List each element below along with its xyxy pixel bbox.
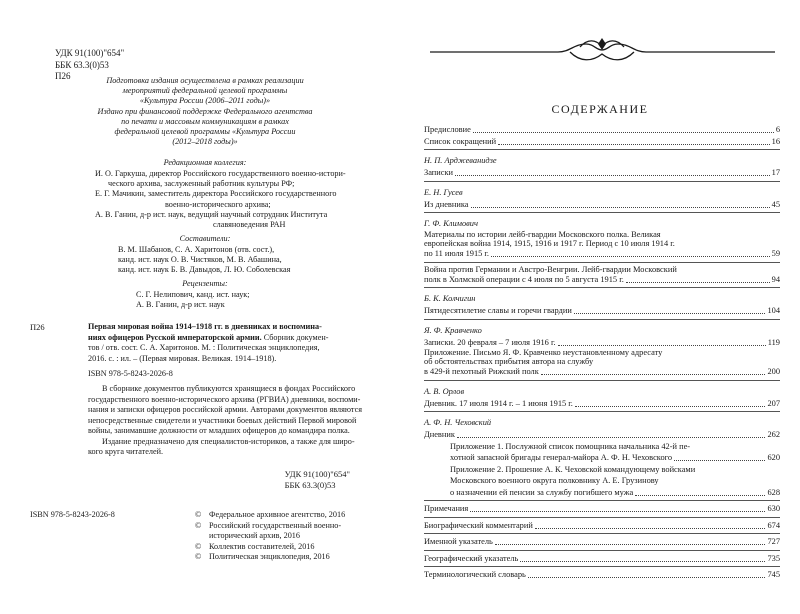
toc-leader-dots	[455, 175, 770, 176]
bib-line: тов / отв. сост. С. А. Харитонов. М. : Политическая энциклопедия,	[88, 343, 320, 352]
toc-author: А. В. Орлов	[424, 386, 465, 396]
board-line: И. О. Гаркуша, директор Российского государственного военно-истори-	[95, 169, 346, 178]
toc-entry	[424, 536, 780, 548]
toc-divider	[424, 500, 780, 501]
toc-entry	[424, 230, 780, 260]
toc-entry-lastline	[424, 248, 780, 260]
toc-entry	[424, 305, 780, 317]
toc-entry-title: Записки	[424, 168, 454, 177]
author-mark: П26	[55, 71, 71, 81]
compilers	[118, 245, 290, 276]
toc-entry-lastline	[424, 337, 780, 349]
toc-page-number: 119	[767, 337, 780, 347]
copyright-symbol: ©	[195, 520, 202, 530]
toc-leader-dots	[498, 144, 770, 145]
toc-entry-line: об обстоятельствах прибытия автора на службу	[424, 357, 594, 366]
book-title-line: Первая мировая война 1914–1918 гг. в дневниках и воспомина-	[88, 322, 322, 331]
toc-entry-lastline	[450, 487, 780, 499]
toc-leader-dots	[574, 313, 766, 314]
book-author-mark: П26	[30, 322, 45, 332]
board-line: военно-исторического архива;	[165, 199, 271, 209]
toc-entry	[424, 337, 780, 349]
toc-entry-title: Предисловие	[424, 125, 471, 134]
toc-divider	[424, 517, 780, 518]
toc-entry-line: Приложение. Письмо Я. Ф. Кравченко неустановленному адресату	[424, 348, 663, 357]
abstract-line: государственного военно-исторического архива (РГВИА) дневники, воспоми-	[88, 394, 361, 404]
toc-author: А. Ф. Н. Чеховский	[424, 418, 492, 427]
support-line: Издано при финансовой поддержке Федерального агентства	[97, 106, 313, 116]
toc-entry-title: Из дневника	[424, 199, 469, 209]
toc-entry-title: полк в Холмской операции с 4 июля по 5 августа 1915 г.	[424, 274, 624, 284]
toc-entry-title: Список сокращений	[424, 136, 497, 146]
toc-entry-title: по 11 июля 1915 г.	[424, 249, 490, 258]
toc-entry	[424, 503, 780, 515]
toc-entry-line: Приложение 2. Прошение А. К. Чеховской командующему войсками	[450, 464, 696, 474]
toc-divider	[424, 262, 780, 263]
toc-entry-line: Материалы по истории лейб-гвардии Московского полка. Великая	[424, 230, 661, 239]
board-line: А. В. Ганин, д-р ист. наук, ведущий научный сотрудник Института	[95, 209, 328, 219]
toc-author: Г. Ф. Климович	[424, 219, 478, 228]
toc-page-number: 16	[771, 136, 780, 146]
toc-leader-dots	[626, 282, 770, 283]
toc-entry-line: Приложение 1. Послужной список помощника начальника 42-й пе-	[450, 441, 691, 451]
copyright-symbol: ©	[195, 552, 202, 561]
bibliographic-entry	[88, 322, 350, 364]
toc-entry-title: Именной указатель	[424, 537, 493, 546]
toc-entry	[424, 398, 780, 410]
toc-entry	[424, 441, 780, 464]
toc-entry-lastline	[424, 429, 780, 441]
compilers-line: В. М. Шабанов, С. А. Харитонов (отв. сост.),	[118, 245, 275, 254]
toc-entry-title: Дневник. 17 июля 1914 г. – 1 июня 1915 г.	[424, 398, 573, 408]
toc-author: Е. Н. Гусев	[424, 187, 463, 197]
toc-page-number: 17	[771, 168, 780, 177]
reviewer-line: А. В. Ганин, д-р ист. наук	[136, 300, 225, 310]
toc-entry-lastline	[424, 366, 780, 378]
support-line: «Культура России (2006–2011 годы)»	[139, 96, 271, 106]
toc-entry-lastline	[424, 398, 780, 410]
toc-divider	[424, 181, 780, 182]
support-line: федеральной целевой программы «Культура России	[114, 127, 296, 137]
toc-page-number: 6	[775, 125, 780, 134]
toc-entry-lastline	[424, 124, 780, 136]
toc-page-number: 104	[767, 306, 780, 315]
toc-divider	[424, 533, 780, 534]
abstract	[88, 384, 362, 458]
toc-divider	[424, 319, 780, 320]
toc-entry-title: в 429-й пехотный Рижский полк	[424, 367, 539, 376]
compilers-line: канд. ист. наук О. В. Чистяков, М. В. Абашина,	[118, 255, 282, 265]
abstract-line: кого круга читателей.	[88, 447, 164, 456]
toc-entry-lastline	[450, 452, 780, 464]
bib-line: 2016. с. : ил. – (Первая мировая. Великая. 1914–1918).	[88, 353, 277, 363]
toc-page-number: 45	[771, 199, 780, 209]
toc-entry	[424, 553, 780, 565]
toc-leader-dots	[491, 256, 770, 257]
toc-divider	[424, 212, 780, 213]
toc-page-number: 207	[767, 398, 780, 408]
toc-author: Б. К. Колчигин	[424, 294, 476, 303]
board-line: славяноведения РАН	[213, 220, 286, 230]
toc-entry	[424, 124, 780, 136]
compilers-heading: Составители:	[179, 234, 231, 243]
toc-entry	[424, 429, 780, 441]
toc-leader-dots	[457, 437, 766, 438]
toc-leader-dots	[473, 132, 774, 133]
toc-entry	[424, 199, 780, 211]
toc-entry-title: Пятидесятилетие славы и горечи гвардии	[424, 306, 572, 315]
isbn: ISBN 978-5-8243-2026-8	[88, 369, 173, 378]
copyright-line: исторический архив, 2016	[209, 531, 300, 540]
toc-entry-title: о назначении ей пенсии за службу погибшего мужа	[450, 487, 634, 497]
toc-entry	[424, 136, 780, 148]
bbk-code: ББК 63.3(0)53	[284, 480, 336, 490]
abstract-line: нания и записки офицеров российской армии. Авторами документов являются	[88, 405, 362, 414]
support-notice	[95, 76, 315, 147]
toc-leader-dots	[528, 577, 766, 578]
toc-divider	[424, 566, 780, 567]
reviewers	[136, 290, 250, 310]
toc-entry-lastline	[424, 520, 780, 532]
toc-entry-title: хотной запасной бригады генерал-майора А. Ф. Н. Чеховского	[450, 453, 673, 462]
toc-entry-lastline	[424, 199, 780, 211]
copyright-line: Коллектив составителей, 2016	[209, 541, 315, 551]
toc-entry-title: Дневник	[424, 430, 455, 439]
toc-page-number: 735	[767, 553, 780, 563]
toc-leader-dots	[541, 374, 766, 375]
toc-author: Н. П. Арджеванидзе	[424, 156, 497, 165]
classification-codes-bottom	[285, 469, 350, 491]
toc-entry-lastline	[424, 167, 780, 179]
support-line: Подготовка издания осуществлена в рамках реализации	[106, 76, 304, 85]
toc-entry-lastline	[424, 305, 780, 317]
copyright-line: Политическая энциклопедия, 2016	[209, 552, 330, 561]
udk-code: УДК 91(100)"654"	[284, 469, 350, 479]
abstract-line: В сборнике документов публикуются хранящиеся в фондах Российского	[102, 384, 356, 393]
support-line: (2012–2018 годы)»	[172, 137, 238, 147]
toc-page-number: 727	[767, 537, 780, 546]
toc-entry-lastline	[424, 569, 780, 581]
toc-entry-lastline	[424, 274, 780, 286]
board-line: Е. Г. Мачикин, заместитель директора Российского государственного	[95, 189, 337, 199]
toc-entry-line: европейская война 1914, 1915, 1916 и 1917 г. Период с 10 июля 1914 г.	[424, 239, 675, 248]
decorative-ornament	[430, 36, 775, 66]
abstract-line: непосредственные свидетели и участники боевых действий Первой мировой	[88, 415, 357, 425]
toc-entry-lastline	[424, 553, 780, 565]
toc-page-number: 630	[767, 504, 780, 513]
editorial-board-heading: Редакционная коллегия:	[163, 158, 247, 167]
toc-divider	[424, 149, 780, 150]
copyright-line: Федеральное архивное агентство, 2016	[209, 510, 346, 519]
toc-leader-dots	[470, 511, 765, 512]
table-of-contents	[424, 124, 780, 581]
toc-entry	[424, 348, 780, 378]
copyright-line: Российский государственный военно-	[209, 520, 342, 530]
toc-page-number: 262	[767, 430, 780, 439]
right-page	[400, 0, 800, 614]
toc-entry-title: Географический указатель	[424, 553, 519, 563]
toc-entry	[424, 569, 780, 581]
toc-page-number: 94	[771, 274, 780, 284]
editorial-board	[95, 169, 346, 230]
toc-leader-dots	[558, 345, 766, 346]
abstract-line: войны, занимавшие должности от младших офицеров до командира полка.	[88, 426, 350, 435]
toc-leader-dots	[635, 495, 765, 496]
toc-divider	[424, 287, 780, 288]
toc-leader-dots	[495, 544, 766, 545]
compilers-line: канд. ист. наук Б. В. Давыдов, Л. Ю. Соболевская	[118, 265, 291, 275]
toc-entry-lastline	[424, 503, 780, 515]
toc-divider	[424, 550, 780, 551]
support-line: по печати и массовым коммуникациям в рамках	[121, 116, 289, 126]
toc-entry-title: Записки. 20 февраля – 7 июля 1916 г.	[424, 337, 556, 347]
toc-entry-title: Терминологический словарь	[424, 570, 526, 579]
toc-leader-dots	[520, 561, 765, 562]
toc-leader-dots	[471, 207, 770, 208]
copyright-symbol: ©	[195, 510, 202, 519]
toc-entry	[424, 167, 780, 179]
toc-entry	[424, 520, 780, 532]
toc-page-number: 628	[767, 487, 780, 497]
isbn-bottom: ISBN 978-5-8243-2026-8	[30, 510, 115, 519]
toc-page-number: 745	[767, 570, 780, 579]
toc-entry-lastline	[424, 136, 780, 148]
copyright-symbol: ©	[195, 541, 202, 551]
bbk-code: ББК 63.3(0)53	[55, 59, 109, 70]
toc-page-number: 200	[767, 367, 780, 376]
toc-entry-line: Московского военного округа полковнику А. Е. Грузинову	[450, 476, 659, 485]
toc-page-number: 674	[767, 520, 780, 530]
toc-author: Я. Ф. Кравченко	[424, 325, 482, 335]
udk-code: УДК 91(100)"654"	[55, 48, 125, 58]
book-title-line: ниях офицеров Русской императорской армии.	[88, 332, 262, 342]
reviewers-heading: Рецензенты:	[182, 279, 228, 288]
toc-title: СОДЕРЖАНИЕ	[551, 102, 649, 116]
toc-entry-line: Война против Германии и Австро-Венгрии. Лейб-гвардии Московский	[424, 264, 677, 274]
toc-entry	[424, 265, 780, 286]
support-line: мероприятий федеральной целевой программы	[122, 86, 288, 96]
toc-page-number: 59	[771, 249, 780, 258]
toc-page-number: 620	[767, 453, 780, 462]
toc-entry-lastline	[424, 536, 780, 548]
toc-leader-dots	[674, 460, 765, 461]
board-line: ческого архива, заслуженный работник культуры РФ;	[108, 179, 295, 189]
toc-divider	[424, 380, 780, 381]
toc-entry	[424, 464, 780, 499]
toc-leader-dots	[575, 406, 766, 407]
book-subtitle: Сборник докумен-	[261, 332, 329, 342]
toc-leader-dots	[535, 528, 766, 529]
copyright-block	[195, 510, 345, 563]
reviewer-line: С. Г. Нелипович, канд. ист. наук;	[136, 290, 250, 299]
toc-entry-title: Примечания	[424, 504, 469, 513]
toc-divider	[424, 411, 780, 412]
abstract-line: Издание предназначено для специалистов-историков, а также для широ-	[102, 436, 355, 446]
toc-entry-title: Биографический комментарий	[424, 520, 533, 530]
